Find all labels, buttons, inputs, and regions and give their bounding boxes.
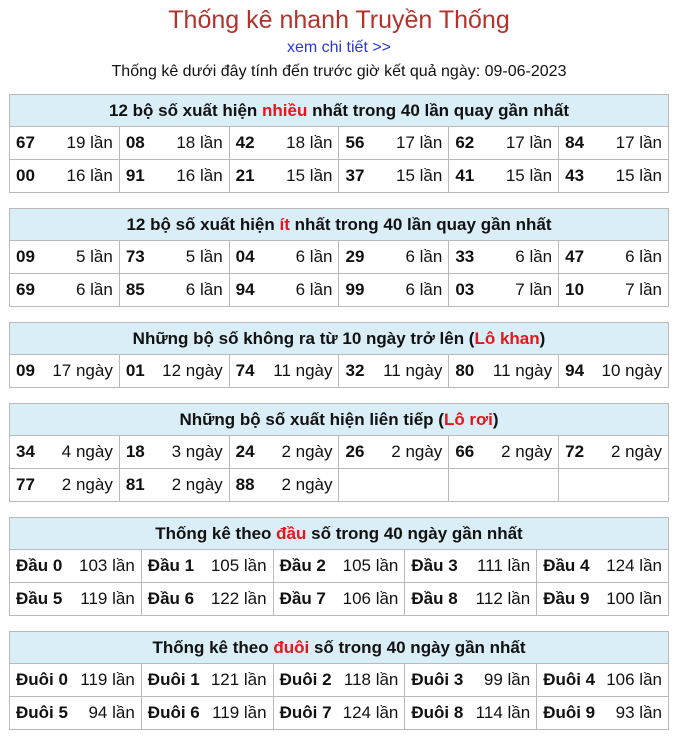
stat-cell bbox=[559, 355, 669, 388]
stat-number: Đuôi 4 bbox=[543, 670, 596, 689]
stat-number: Đuôi 5 bbox=[16, 703, 68, 722]
stat-count: 17 lần bbox=[615, 133, 662, 152]
stat-count: 6 lần bbox=[295, 280, 333, 299]
stat-cell bbox=[229, 241, 339, 274]
stats-table-4 bbox=[9, 517, 669, 616]
stat-cell bbox=[559, 469, 669, 502]
stat-number: 26 bbox=[345, 442, 365, 461]
stat-cell bbox=[141, 583, 273, 616]
section-title-highlight: Lô khan bbox=[474, 328, 540, 348]
stat-number: Đầu 2 bbox=[279, 556, 326, 575]
stat-count: 119 lần bbox=[80, 589, 135, 608]
stat-cell bbox=[10, 241, 120, 274]
stat-number: 09 bbox=[16, 361, 35, 380]
stat-cell bbox=[10, 469, 120, 502]
table-row bbox=[10, 550, 669, 583]
table-row bbox=[10, 469, 669, 502]
section-title-text: ) bbox=[492, 409, 499, 429]
stat-count: 2 ngày bbox=[281, 475, 333, 494]
stat-number: 67 bbox=[16, 133, 35, 152]
stat-cell bbox=[559, 241, 669, 274]
stat-count: 11 ngày bbox=[383, 361, 443, 380]
stat-number: 42 bbox=[235, 133, 255, 152]
stat-count: 2 ngày bbox=[281, 442, 333, 461]
stat-count: 2 ngày bbox=[171, 475, 223, 494]
section-title-text: Những bộ số không ra từ 10 ngày trở lên ( bbox=[132, 328, 475, 348]
stat-cell bbox=[537, 664, 669, 697]
stat-cell bbox=[10, 160, 120, 193]
stat-number: 74 bbox=[235, 361, 255, 380]
stat-cell bbox=[449, 274, 559, 307]
stat-count: 94 lần bbox=[88, 703, 135, 722]
stat-count: 6 lần bbox=[405, 247, 443, 266]
stat-number: 81 bbox=[125, 475, 145, 494]
stat-count: 5 lần bbox=[75, 247, 113, 266]
stat-cell bbox=[229, 274, 339, 307]
stat-cell bbox=[119, 436, 229, 469]
table-row bbox=[10, 697, 669, 730]
stat-count: 12 ngày bbox=[162, 361, 223, 380]
section-spacer bbox=[0, 388, 678, 403]
stat-number: 84 bbox=[565, 133, 585, 152]
stat-count: 106 lần bbox=[606, 670, 662, 689]
stat-cell bbox=[119, 274, 229, 307]
stat-number: Đầu 9 bbox=[543, 589, 590, 608]
stat-cell bbox=[537, 583, 669, 616]
section-title bbox=[10, 209, 669, 241]
stat-cell bbox=[229, 160, 339, 193]
stat-number: Đuôi 7 bbox=[279, 703, 332, 722]
table-row bbox=[10, 274, 669, 307]
stat-number: Đầu 7 bbox=[279, 589, 326, 608]
stat-number: Đầu 5 bbox=[16, 589, 63, 608]
stat-count: 17 lần bbox=[395, 133, 443, 152]
stat-count: 93 lần bbox=[615, 703, 662, 722]
stat-cell bbox=[229, 127, 339, 160]
stat-number: Đầu 8 bbox=[411, 589, 458, 608]
stat-count: 7 lần bbox=[515, 280, 553, 299]
stat-count: 11 ngày bbox=[492, 361, 553, 380]
stat-count: 114 lần bbox=[475, 703, 531, 722]
stat-number: 41 bbox=[455, 166, 475, 185]
stat-number: 99 bbox=[345, 280, 365, 299]
stat-number: 08 bbox=[125, 133, 145, 152]
stat-count: 17 lần bbox=[505, 133, 553, 152]
stat-cell bbox=[449, 127, 559, 160]
stat-cell bbox=[229, 355, 339, 388]
stat-count: 16 lần bbox=[66, 166, 113, 185]
stat-cell bbox=[339, 127, 449, 160]
stat-count: 15 lần bbox=[615, 166, 662, 185]
stat-count: 124 lần bbox=[342, 703, 399, 722]
section-title-highlight: Lô rơi bbox=[443, 409, 493, 429]
stat-number: 72 bbox=[565, 442, 585, 461]
stat-count: 124 lần bbox=[606, 556, 662, 575]
stat-cell bbox=[559, 127, 669, 160]
stat-number: 24 bbox=[235, 442, 255, 461]
stat-number: Đuôi 3 bbox=[411, 670, 464, 689]
stat-cell bbox=[273, 583, 405, 616]
stat-count: 2 ngày bbox=[61, 475, 113, 494]
stat-count: 6 lần bbox=[295, 247, 333, 266]
stat-cell bbox=[449, 436, 559, 469]
section-title-text: nhất trong 40 lần quay gần nhất bbox=[307, 100, 570, 120]
stat-cell bbox=[10, 697, 142, 730]
stat-cell bbox=[119, 355, 229, 388]
stat-count: 2 ngày bbox=[391, 442, 443, 461]
stat-count: 2 ngày bbox=[501, 442, 553, 461]
stat-number: Đầu 4 bbox=[543, 556, 590, 575]
stat-cell bbox=[119, 127, 229, 160]
page-header bbox=[0, 0, 678, 94]
section-title-text: Những bộ số xuất hiện liên tiếp ( bbox=[179, 409, 444, 429]
stats-table-0 bbox=[9, 94, 669, 193]
page-title: Thống kê nhanh Truyền Thống bbox=[168, 6, 510, 34]
stats-table-1 bbox=[9, 208, 669, 307]
stat-count: 118 lần bbox=[343, 670, 399, 689]
stat-count: 19 lần bbox=[66, 133, 113, 152]
section-title-text: số trong 40 ngày gần nhất bbox=[309, 637, 526, 657]
stat-count: 100 lần bbox=[606, 589, 662, 608]
stat-count: 121 lần bbox=[210, 670, 267, 689]
stat-cell bbox=[339, 436, 449, 469]
section-title-text: số trong 40 ngày gần nhất bbox=[306, 523, 523, 543]
stat-count: 15 lần bbox=[505, 166, 553, 185]
stat-number: Đầu 3 bbox=[411, 556, 458, 575]
section-title bbox=[10, 404, 669, 436]
section-spacer bbox=[0, 730, 678, 745]
section-title-text: 12 bộ số xuất hiện bbox=[126, 214, 280, 234]
stat-cell bbox=[10, 127, 120, 160]
section-title-highlight: đầu bbox=[276, 523, 307, 543]
stat-cell bbox=[559, 160, 669, 193]
stat-cell bbox=[141, 550, 273, 583]
stat-number: Đuôi 1 bbox=[147, 670, 200, 689]
stat-cell bbox=[339, 241, 449, 274]
stat-number: Đầu 0 bbox=[16, 556, 63, 575]
stat-cell bbox=[141, 664, 273, 697]
stat-number: 94 bbox=[235, 280, 255, 299]
stat-number: Đuôi 9 bbox=[543, 703, 596, 722]
table-row bbox=[10, 241, 669, 274]
section-title bbox=[10, 95, 669, 127]
stat-cell bbox=[339, 160, 449, 193]
stat-number: Đuôi 6 bbox=[147, 703, 200, 722]
section-spacer bbox=[0, 502, 678, 517]
stat-count: 106 lần bbox=[342, 589, 399, 608]
stat-number: 94 bbox=[565, 361, 585, 380]
stat-count: 15 lần bbox=[286, 166, 333, 185]
stat-number: 77 bbox=[16, 475, 35, 494]
stat-count: 112 lần bbox=[475, 589, 531, 608]
stat-count: 6 lần bbox=[405, 280, 443, 299]
stat-cell bbox=[339, 469, 449, 502]
stat-count: 119 lần bbox=[212, 703, 267, 722]
stat-count: 3 ngày bbox=[171, 442, 223, 461]
stat-number: 09 bbox=[16, 247, 35, 266]
stat-count: 99 lần bbox=[483, 670, 531, 689]
stat-count: 4 ngày bbox=[61, 442, 113, 461]
stats-table-3 bbox=[9, 403, 669, 502]
stat-count: 7 lần bbox=[625, 280, 662, 299]
stat-cell bbox=[10, 436, 120, 469]
stat-number: 01 bbox=[125, 361, 145, 380]
section-title-text: Thống kê theo bbox=[155, 523, 277, 543]
stat-cell bbox=[559, 274, 669, 307]
stat-number: Đầu 1 bbox=[147, 556, 195, 575]
stat-number: 34 bbox=[16, 442, 35, 461]
stat-number: 33 bbox=[455, 247, 475, 266]
stat-cell bbox=[273, 550, 405, 583]
stat-number: 91 bbox=[125, 166, 145, 185]
stat-count: 119 lần bbox=[80, 670, 135, 689]
table-row bbox=[10, 436, 669, 469]
stat-cell bbox=[119, 241, 229, 274]
stat-count: 6 lần bbox=[75, 280, 113, 299]
stat-cell bbox=[119, 160, 229, 193]
stat-cell bbox=[405, 697, 537, 730]
page-subtitle: Thống kê dưới đây tính đến trước giờ kết quả ngày: 09-06-2023 bbox=[111, 63, 567, 80]
stat-number: 47 bbox=[565, 247, 585, 266]
section-spacer bbox=[0, 193, 678, 208]
stat-cell bbox=[449, 241, 559, 274]
section-title-highlight: đuôi bbox=[273, 637, 310, 657]
stat-cell bbox=[273, 664, 405, 697]
stat-count: 17 ngày bbox=[52, 361, 113, 380]
stats-table-5 bbox=[9, 631, 669, 730]
stat-count: 122 lần bbox=[210, 589, 267, 608]
stat-cell bbox=[449, 355, 559, 388]
stat-count: 103 lần bbox=[79, 556, 135, 575]
stat-count: 6 lần bbox=[625, 247, 662, 266]
stat-number: Đuôi 0 bbox=[16, 670, 68, 689]
stat-count: 105 lần bbox=[210, 556, 267, 575]
stat-number: 56 bbox=[345, 133, 365, 152]
section-title bbox=[10, 323, 669, 355]
stat-count: 6 lần bbox=[185, 280, 223, 299]
stat-count: 18 lần bbox=[286, 133, 333, 152]
stat-cell bbox=[449, 160, 559, 193]
stat-cell bbox=[405, 583, 537, 616]
stat-number: 18 bbox=[125, 442, 145, 461]
stat-count: 15 lần bbox=[395, 166, 443, 185]
stat-number: 37 bbox=[345, 166, 365, 185]
see-details-link[interactable]: xem chi tiết >> bbox=[286, 39, 392, 56]
stat-cell bbox=[119, 469, 229, 502]
stat-number: Đuôi 8 bbox=[411, 703, 464, 722]
stat-number: 88 bbox=[235, 475, 255, 494]
section-title-text: nhất trong 40 lần quay gần nhất bbox=[289, 214, 552, 234]
stat-count: 111 lần bbox=[476, 556, 531, 575]
stats-sections bbox=[0, 94, 678, 745]
section-title-text: Thống kê theo bbox=[152, 637, 274, 657]
stat-number: 85 bbox=[125, 280, 145, 299]
stat-cell bbox=[339, 274, 449, 307]
stat-cell bbox=[229, 469, 339, 502]
section-title bbox=[10, 632, 669, 664]
stat-count: 18 lần bbox=[176, 133, 223, 152]
stat-cell bbox=[141, 697, 273, 730]
stat-number: 32 bbox=[345, 361, 365, 380]
stat-cell bbox=[10, 664, 142, 697]
stat-number: 69 bbox=[16, 280, 35, 299]
stats-table-2 bbox=[9, 322, 669, 388]
stat-cell bbox=[10, 355, 120, 388]
stat-cell bbox=[10, 274, 120, 307]
stat-number: Đầu 6 bbox=[147, 589, 195, 608]
section-title bbox=[10, 518, 669, 550]
table-row bbox=[10, 160, 669, 193]
stat-cell bbox=[537, 697, 669, 730]
stat-cell bbox=[449, 469, 559, 502]
stat-cell bbox=[339, 355, 449, 388]
section-title-text: 12 bộ số xuất hiện bbox=[108, 100, 263, 120]
table-row bbox=[10, 127, 669, 160]
stat-cell bbox=[405, 550, 537, 583]
stat-cell bbox=[229, 436, 339, 469]
stat-number: 73 bbox=[125, 247, 145, 266]
stat-count: 5 lần bbox=[185, 247, 223, 266]
stat-count: 105 lần bbox=[342, 556, 399, 575]
stat-number: 43 bbox=[565, 166, 585, 185]
table-row bbox=[10, 355, 669, 388]
stat-cell bbox=[405, 664, 537, 697]
stat-cell bbox=[10, 550, 142, 583]
stat-count: 16 lần bbox=[176, 166, 223, 185]
stat-number: Đuôi 2 bbox=[279, 670, 332, 689]
section-title-highlight: nhiều bbox=[262, 100, 308, 120]
stat-count: 10 ngày bbox=[601, 361, 662, 380]
stat-number: 04 bbox=[235, 247, 255, 266]
table-row bbox=[10, 664, 669, 697]
stat-cell bbox=[273, 697, 405, 730]
stat-number: 21 bbox=[235, 166, 255, 185]
section-title-highlight: ít bbox=[279, 214, 290, 234]
stat-count: 2 ngày bbox=[610, 442, 662, 461]
section-spacer bbox=[0, 307, 678, 322]
stat-number: 66 bbox=[455, 442, 475, 461]
stat-count: 11 ngày bbox=[273, 361, 333, 380]
stat-count: 6 lần bbox=[515, 247, 553, 266]
section-title-text: ) bbox=[539, 328, 546, 348]
stat-number: 00 bbox=[16, 166, 35, 185]
stat-number: 62 bbox=[455, 133, 475, 152]
stat-cell bbox=[10, 583, 142, 616]
table-row bbox=[10, 583, 669, 616]
stat-cell bbox=[559, 436, 669, 469]
stat-number: 03 bbox=[455, 280, 475, 299]
stat-number: 10 bbox=[565, 280, 585, 299]
section-spacer bbox=[0, 616, 678, 631]
stat-number: 29 bbox=[345, 247, 365, 266]
stat-cell bbox=[537, 550, 669, 583]
stat-number: 80 bbox=[455, 361, 475, 380]
